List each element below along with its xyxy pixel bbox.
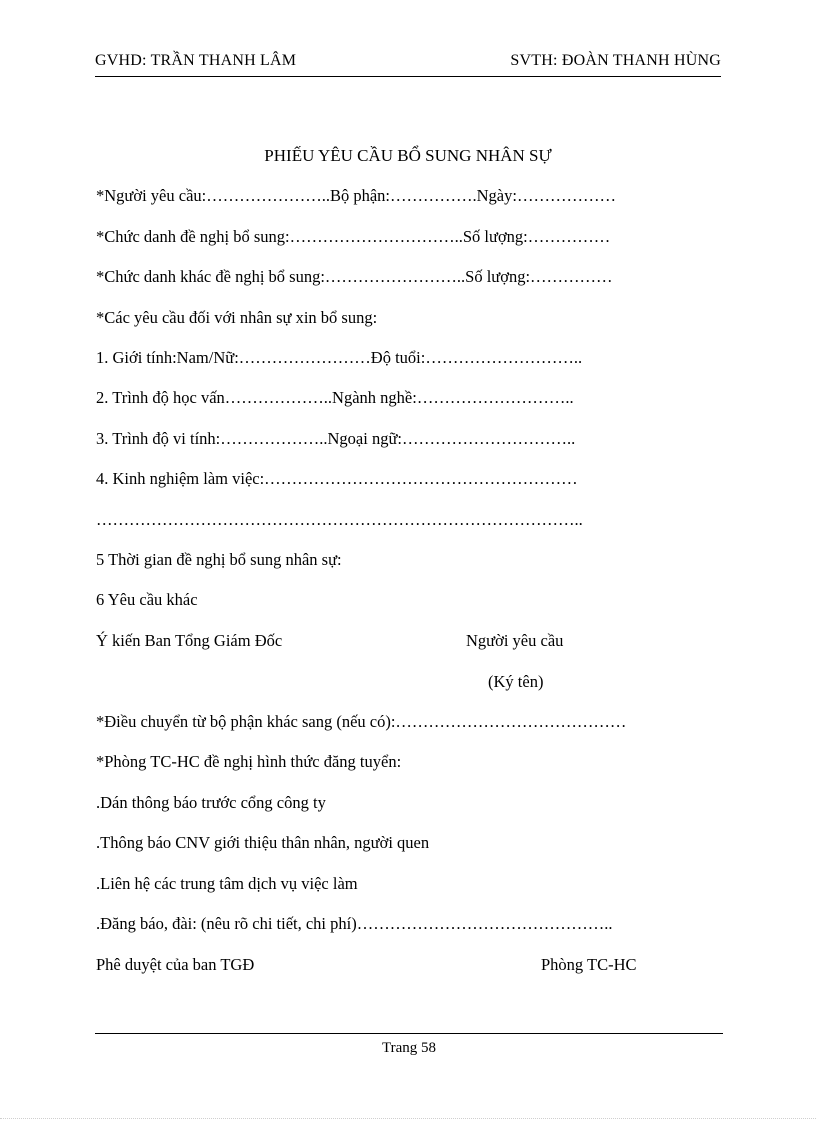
header-student: SVTH: ĐOÀN THANH HÙNG [510, 52, 721, 69]
field-gender-age: 1. Giới tính:Nam/Nữ:……………………Độ tuổi:……………………….. [96, 348, 583, 367]
signature-hr-dept: Phòng TC-HC [541, 955, 637, 974]
field-education: 2. Trình độ học vấn………………..Ngành nghề:……………………….. [96, 388, 574, 407]
recruitment-method-heading: *Phòng TC-HC đề nghị hình thức đăng tuyển: [96, 752, 402, 771]
field-transfer: *Điều chuyển từ bộ phận khác sang (nếu có):…………………………………… [96, 712, 627, 731]
method-job-center: .Liên hệ các trung tâm dịch vụ việc làm [96, 874, 358, 893]
signature-approval: Phê duyệt của ban TGĐ [96, 955, 255, 974]
signature-requester-note: (Ký tên) [488, 672, 544, 691]
field-time-requested: 5 Thời gian đề nghị bổ sung nhân sự: [96, 550, 342, 569]
method-media-ad: .Đăng báo, đài: (nêu rõ chi tiết, chi phí)……………………………………….. [96, 914, 613, 933]
header-advisor: GVHD: TRẦN THANH LÂM [95, 52, 297, 69]
field-other-position: *Chức danh khác đề nghị bổ sung:……………………..Số lượng:…………… [96, 267, 613, 286]
field-requester: *Người yêu cầu:…………………..Bộ phận:…………….Ngày:……………… [96, 186, 616, 205]
field-computer-language: 3. Trình độ vi tính:………………..Ngoại ngữ:………………………….. [96, 429, 576, 448]
requirements-heading: *Các yêu cầu đối với nhân sự xin bổ sung: [96, 308, 378, 327]
field-position: *Chức danh đề nghị bổ sung:…………………………..Số lượng:…………… [96, 227, 611, 246]
signature-requester: Người yêu cầu [466, 631, 564, 650]
page-footer: Trang 58 [95, 1033, 723, 1057]
form-title: PHIẾU YÊU CẦU BỔ SUNG NHÂN SỰ [264, 146, 552, 165]
page-bottom-border [0, 1118, 816, 1119]
field-experience-continued: …………………………………………………………………………….. [96, 510, 583, 529]
method-post-notice: .Dán thông báo trước cổng công ty [96, 793, 326, 812]
field-experience: 4. Kinh nghiệm làm việc:………………………………………………… [96, 469, 578, 488]
field-other-requirements: 6 Yêu cầu khác [96, 590, 198, 609]
signature-board-opinion: Ý kiến Ban Tổng Giám Đốc [96, 631, 283, 650]
page-header [95, 52, 721, 77]
method-employee-referral: .Thông báo CNV giới thiệu thân nhân, người quen [96, 833, 430, 852]
